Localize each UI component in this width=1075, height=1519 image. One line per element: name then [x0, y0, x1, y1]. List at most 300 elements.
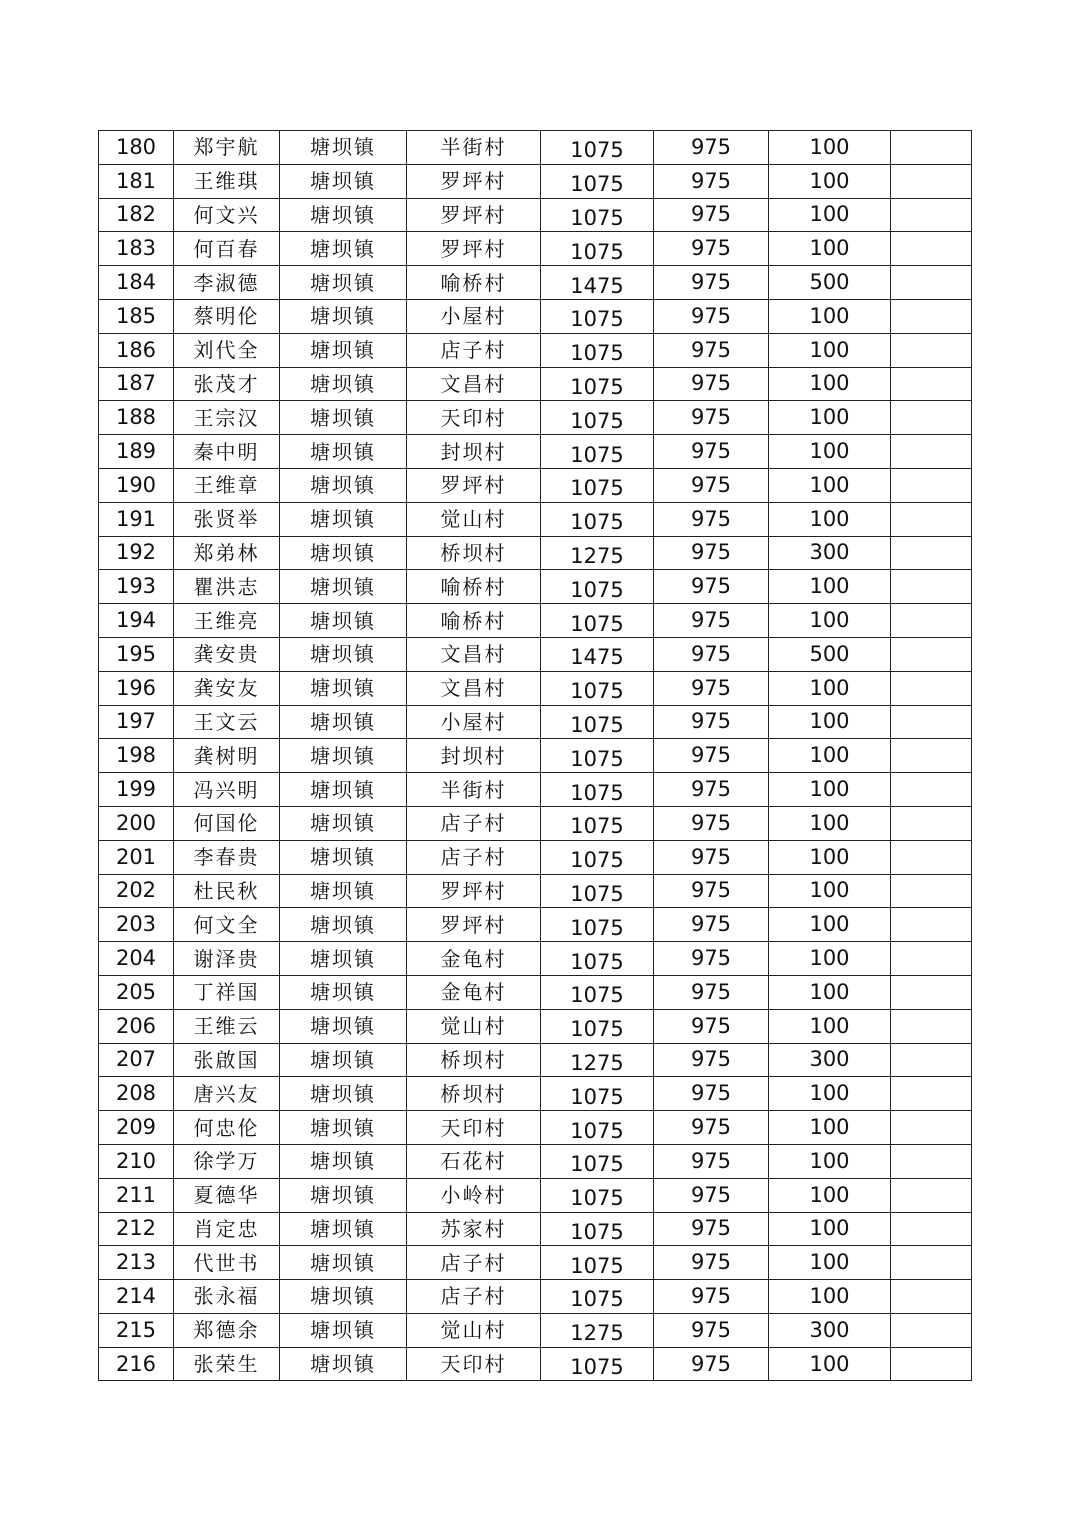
town-name-cell: 塘坝镇	[280, 1212, 407, 1246]
village-name-cell: 店子村	[407, 1280, 541, 1314]
person-name-cell: 王维琪	[174, 164, 280, 198]
village-name-cell: 喻桥村	[407, 570, 541, 604]
row-number-cell: 191	[99, 502, 174, 536]
base-amount-cell: 975	[654, 468, 769, 502]
base-amount-cell: 975	[654, 1313, 769, 1347]
town-name-cell: 塘坝镇	[280, 773, 407, 807]
extra-amount-cell: 100	[769, 570, 891, 604]
town-name-cell: 塘坝镇	[280, 198, 407, 232]
village-name-cell: 觉山村	[407, 502, 541, 536]
row-number-cell: 181	[99, 164, 174, 198]
remarks-cell	[891, 806, 972, 840]
person-name-cell: 王维亮	[174, 604, 280, 638]
extra-amount-cell: 100	[769, 705, 891, 739]
remarks-cell	[891, 773, 972, 807]
town-name-cell: 塘坝镇	[280, 604, 407, 638]
town-name-cell: 塘坝镇	[280, 1077, 407, 1111]
remarks-cell	[891, 874, 972, 908]
village-name-cell: 金龟村	[407, 975, 541, 1009]
extra-amount-cell: 100	[769, 367, 891, 401]
base-amount-cell: 975	[654, 333, 769, 367]
remarks-cell	[891, 367, 972, 401]
table-row	[99, 705, 972, 739]
remarks-cell	[891, 1043, 972, 1077]
total-amount-cell: 1075	[541, 367, 654, 401]
village-name-cell: 罗坪村	[407, 468, 541, 502]
person-name-cell: 张永福	[174, 1280, 280, 1314]
village-name-cell: 天印村	[407, 1347, 541, 1381]
remarks-cell	[891, 1009, 972, 1043]
table-row	[99, 1144, 972, 1178]
row-number-cell: 182	[99, 198, 174, 232]
total-amount-cell: 1075	[541, 198, 654, 232]
base-amount-cell: 975	[654, 198, 769, 232]
town-name-cell: 塘坝镇	[280, 840, 407, 874]
row-number-cell: 192	[99, 536, 174, 570]
remarks-cell	[891, 333, 972, 367]
remarks-cell	[891, 401, 972, 435]
town-name-cell: 塘坝镇	[280, 299, 407, 333]
village-name-cell: 苏家村	[407, 1212, 541, 1246]
table-row	[99, 536, 972, 570]
table-row	[99, 1178, 972, 1212]
person-name-cell: 何国伦	[174, 806, 280, 840]
total-amount-cell: 1075	[541, 468, 654, 502]
table-row	[99, 1111, 972, 1145]
table-row	[99, 570, 972, 604]
table-row	[99, 232, 972, 266]
base-amount-cell: 975	[654, 1347, 769, 1381]
person-name-cell: 徐学万	[174, 1144, 280, 1178]
person-name-cell: 唐兴友	[174, 1077, 280, 1111]
person-name-cell: 何忠伦	[174, 1111, 280, 1145]
total-amount-cell: 1075	[541, 908, 654, 942]
extra-amount-cell: 100	[769, 1111, 891, 1145]
extra-amount-cell: 100	[769, 198, 891, 232]
total-amount-cell: 1075	[541, 773, 654, 807]
table-row	[99, 1009, 972, 1043]
base-amount-cell: 975	[654, 1178, 769, 1212]
row-number-cell: 180	[99, 131, 174, 165]
total-amount-cell: 1075	[541, 502, 654, 536]
remarks-cell	[891, 942, 972, 976]
base-amount-cell: 975	[654, 806, 769, 840]
extra-amount-cell: 100	[769, 333, 891, 367]
total-amount-cell: 1275	[541, 1043, 654, 1077]
roster-table	[98, 130, 972, 1381]
table-row	[99, 435, 972, 469]
town-name-cell: 塘坝镇	[280, 536, 407, 570]
person-name-cell: 肖定忠	[174, 1212, 280, 1246]
village-name-cell: 喻桥村	[407, 604, 541, 638]
extra-amount-cell: 100	[769, 671, 891, 705]
base-amount-cell: 975	[654, 739, 769, 773]
extra-amount-cell: 100	[769, 773, 891, 807]
person-name-cell: 何百春	[174, 232, 280, 266]
row-number-cell: 201	[99, 840, 174, 874]
remarks-cell	[891, 705, 972, 739]
village-name-cell: 店子村	[407, 1246, 541, 1280]
person-name-cell: 夏德华	[174, 1178, 280, 1212]
table-row	[99, 1313, 972, 1347]
extra-amount-cell: 100	[769, 164, 891, 198]
base-amount-cell: 975	[654, 502, 769, 536]
extra-amount-cell: 300	[769, 1313, 891, 1347]
remarks-cell	[891, 739, 972, 773]
table-row	[99, 468, 972, 502]
base-amount-cell: 975	[654, 1111, 769, 1145]
row-number-cell: 200	[99, 806, 174, 840]
row-number-cell: 215	[99, 1313, 174, 1347]
person-name-cell: 张啟国	[174, 1043, 280, 1077]
extra-amount-cell: 100	[769, 1212, 891, 1246]
total-amount-cell: 1075	[541, 1144, 654, 1178]
village-name-cell: 店子村	[407, 333, 541, 367]
base-amount-cell: 975	[654, 604, 769, 638]
total-amount-cell: 1475	[541, 266, 654, 300]
base-amount-cell: 975	[654, 164, 769, 198]
village-name-cell: 小屋村	[407, 299, 541, 333]
base-amount-cell: 975	[654, 975, 769, 1009]
table-row	[99, 131, 972, 165]
table-row	[99, 975, 972, 1009]
row-number-cell: 202	[99, 874, 174, 908]
roster-table-body	[99, 131, 972, 1381]
person-name-cell: 代世书	[174, 1246, 280, 1280]
town-name-cell: 塘坝镇	[280, 874, 407, 908]
row-number-cell: 194	[99, 604, 174, 638]
table-row	[99, 1077, 972, 1111]
town-name-cell: 塘坝镇	[280, 942, 407, 976]
remarks-cell	[891, 1144, 972, 1178]
person-name-cell: 李淑德	[174, 266, 280, 300]
extra-amount-cell: 100	[769, 1009, 891, 1043]
row-number-cell: 193	[99, 570, 174, 604]
village-name-cell: 小岭村	[407, 1178, 541, 1212]
row-number-cell: 188	[99, 401, 174, 435]
total-amount-cell: 1075	[541, 401, 654, 435]
total-amount-cell: 1075	[541, 874, 654, 908]
village-name-cell: 小屋村	[407, 705, 541, 739]
base-amount-cell: 975	[654, 266, 769, 300]
row-number-cell: 199	[99, 773, 174, 807]
extra-amount-cell: 500	[769, 637, 891, 671]
base-amount-cell: 975	[654, 1009, 769, 1043]
row-number-cell: 211	[99, 1178, 174, 1212]
extra-amount-cell: 100	[769, 1347, 891, 1381]
total-amount-cell: 1275	[541, 1313, 654, 1347]
table-row	[99, 840, 972, 874]
remarks-cell	[891, 1178, 972, 1212]
village-name-cell: 罗坪村	[407, 198, 541, 232]
table-row	[99, 874, 972, 908]
village-name-cell: 封坝村	[407, 435, 541, 469]
extra-amount-cell: 500	[769, 266, 891, 300]
village-name-cell: 桥坝村	[407, 1077, 541, 1111]
row-number-cell: 195	[99, 637, 174, 671]
town-name-cell: 塘坝镇	[280, 401, 407, 435]
remarks-cell	[891, 637, 972, 671]
town-name-cell: 塘坝镇	[280, 1313, 407, 1347]
table-row	[99, 908, 972, 942]
town-name-cell: 塘坝镇	[280, 637, 407, 671]
table-row	[99, 333, 972, 367]
row-number-cell: 213	[99, 1246, 174, 1280]
total-amount-cell: 1075	[541, 1347, 654, 1381]
town-name-cell: 塘坝镇	[280, 468, 407, 502]
row-number-cell: 203	[99, 908, 174, 942]
row-number-cell: 197	[99, 705, 174, 739]
remarks-cell	[891, 1347, 972, 1381]
remarks-cell	[891, 671, 972, 705]
town-name-cell: 塘坝镇	[280, 671, 407, 705]
remarks-cell	[891, 266, 972, 300]
total-amount-cell: 1075	[541, 1246, 654, 1280]
town-name-cell: 塘坝镇	[280, 131, 407, 165]
village-name-cell: 桥坝村	[407, 536, 541, 570]
extra-amount-cell: 100	[769, 604, 891, 638]
base-amount-cell: 975	[654, 536, 769, 570]
town-name-cell: 塘坝镇	[280, 1280, 407, 1314]
extra-amount-cell: 100	[769, 874, 891, 908]
table-row	[99, 367, 972, 401]
table-row	[99, 806, 972, 840]
extra-amount-cell: 300	[769, 1043, 891, 1077]
extra-amount-cell: 100	[769, 806, 891, 840]
person-name-cell: 张茂才	[174, 367, 280, 401]
person-name-cell: 冯兴明	[174, 773, 280, 807]
remarks-cell	[891, 1111, 972, 1145]
row-number-cell: 208	[99, 1077, 174, 1111]
person-name-cell: 李春贵	[174, 840, 280, 874]
remarks-cell	[891, 131, 972, 165]
village-name-cell: 封坝村	[407, 739, 541, 773]
village-name-cell: 文昌村	[407, 671, 541, 705]
person-name-cell: 龚安友	[174, 671, 280, 705]
village-name-cell: 文昌村	[407, 637, 541, 671]
total-amount-cell: 1475	[541, 637, 654, 671]
town-name-cell: 塘坝镇	[280, 908, 407, 942]
total-amount-cell: 1075	[541, 604, 654, 638]
total-amount-cell: 1075	[541, 1212, 654, 1246]
remarks-cell	[891, 536, 972, 570]
table-row	[99, 164, 972, 198]
row-number-cell: 196	[99, 671, 174, 705]
total-amount-cell: 1075	[541, 942, 654, 976]
remarks-cell	[891, 1077, 972, 1111]
total-amount-cell: 1075	[541, 333, 654, 367]
person-name-cell: 刘代全	[174, 333, 280, 367]
town-name-cell: 塘坝镇	[280, 435, 407, 469]
village-name-cell: 罗坪村	[407, 874, 541, 908]
person-name-cell: 蔡明伦	[174, 299, 280, 333]
person-name-cell: 王宗汉	[174, 401, 280, 435]
row-number-cell: 198	[99, 739, 174, 773]
town-name-cell: 塘坝镇	[280, 739, 407, 773]
table-row	[99, 1043, 972, 1077]
town-name-cell: 塘坝镇	[280, 570, 407, 604]
village-name-cell: 天印村	[407, 401, 541, 435]
person-name-cell: 瞿洪志	[174, 570, 280, 604]
extra-amount-cell: 300	[769, 536, 891, 570]
extra-amount-cell: 100	[769, 1077, 891, 1111]
extra-amount-cell: 100	[769, 1144, 891, 1178]
total-amount-cell: 1075	[541, 164, 654, 198]
town-name-cell: 塘坝镇	[280, 1111, 407, 1145]
base-amount-cell: 975	[654, 908, 769, 942]
town-name-cell: 塘坝镇	[280, 1144, 407, 1178]
village-name-cell: 半街村	[407, 773, 541, 807]
total-amount-cell: 1075	[541, 1178, 654, 1212]
base-amount-cell: 975	[654, 1246, 769, 1280]
row-number-cell: 204	[99, 942, 174, 976]
extra-amount-cell: 100	[769, 299, 891, 333]
base-amount-cell: 975	[654, 401, 769, 435]
total-amount-cell: 1075	[541, 131, 654, 165]
total-amount-cell: 1075	[541, 671, 654, 705]
village-name-cell: 天印村	[407, 1111, 541, 1145]
row-number-cell: 214	[99, 1280, 174, 1314]
person-name-cell: 王维章	[174, 468, 280, 502]
village-name-cell: 店子村	[407, 840, 541, 874]
village-name-cell: 罗坪村	[407, 232, 541, 266]
row-number-cell: 186	[99, 333, 174, 367]
table-row	[99, 739, 972, 773]
town-name-cell: 塘坝镇	[280, 975, 407, 1009]
base-amount-cell: 975	[654, 1077, 769, 1111]
extra-amount-cell: 100	[769, 435, 891, 469]
village-name-cell: 喻桥村	[407, 266, 541, 300]
extra-amount-cell: 100	[769, 131, 891, 165]
total-amount-cell: 1075	[541, 1280, 654, 1314]
extra-amount-cell: 100	[769, 1280, 891, 1314]
person-name-cell: 郑德余	[174, 1313, 280, 1347]
remarks-cell	[891, 604, 972, 638]
base-amount-cell: 975	[654, 435, 769, 469]
base-amount-cell: 975	[654, 1212, 769, 1246]
remarks-cell	[891, 198, 972, 232]
table-row	[99, 502, 972, 536]
extra-amount-cell: 100	[769, 401, 891, 435]
town-name-cell: 塘坝镇	[280, 164, 407, 198]
total-amount-cell: 1075	[541, 739, 654, 773]
person-name-cell: 丁祥国	[174, 975, 280, 1009]
row-number-cell: 207	[99, 1043, 174, 1077]
row-number-cell: 216	[99, 1347, 174, 1381]
base-amount-cell: 975	[654, 232, 769, 266]
extra-amount-cell: 100	[769, 908, 891, 942]
town-name-cell: 塘坝镇	[280, 232, 407, 266]
row-number-cell: 183	[99, 232, 174, 266]
extra-amount-cell: 100	[769, 975, 891, 1009]
extra-amount-cell: 100	[769, 468, 891, 502]
base-amount-cell: 975	[654, 1280, 769, 1314]
person-name-cell: 王文云	[174, 705, 280, 739]
base-amount-cell: 975	[654, 1144, 769, 1178]
table-row	[99, 1280, 972, 1314]
person-name-cell: 王维云	[174, 1009, 280, 1043]
base-amount-cell: 975	[654, 840, 769, 874]
row-number-cell: 206	[99, 1009, 174, 1043]
remarks-cell	[891, 908, 972, 942]
remarks-cell	[891, 1212, 972, 1246]
extra-amount-cell: 100	[769, 232, 891, 266]
total-amount-cell: 1075	[541, 1111, 654, 1145]
town-name-cell: 塘坝镇	[280, 266, 407, 300]
village-name-cell: 觉山村	[407, 1313, 541, 1347]
total-amount-cell: 1075	[541, 975, 654, 1009]
base-amount-cell: 975	[654, 874, 769, 908]
town-name-cell: 塘坝镇	[280, 1009, 407, 1043]
table-row	[99, 604, 972, 638]
remarks-cell	[891, 975, 972, 1009]
table-row	[99, 1212, 972, 1246]
village-name-cell: 罗坪村	[407, 908, 541, 942]
person-name-cell: 龚安贵	[174, 637, 280, 671]
person-name-cell: 何文全	[174, 908, 280, 942]
base-amount-cell: 975	[654, 367, 769, 401]
total-amount-cell: 1075	[541, 570, 654, 604]
base-amount-cell: 975	[654, 705, 769, 739]
person-name-cell: 龚树明	[174, 739, 280, 773]
remarks-cell	[891, 299, 972, 333]
remarks-cell	[891, 164, 972, 198]
base-amount-cell: 975	[654, 1043, 769, 1077]
total-amount-cell: 1075	[541, 840, 654, 874]
village-name-cell: 桥坝村	[407, 1043, 541, 1077]
remarks-cell	[891, 232, 972, 266]
village-name-cell: 金龟村	[407, 942, 541, 976]
remarks-cell	[891, 1280, 972, 1314]
town-name-cell: 塘坝镇	[280, 1178, 407, 1212]
remarks-cell	[891, 1313, 972, 1347]
total-amount-cell: 1075	[541, 232, 654, 266]
town-name-cell: 塘坝镇	[280, 705, 407, 739]
row-number-cell: 190	[99, 468, 174, 502]
person-name-cell: 何文兴	[174, 198, 280, 232]
row-number-cell: 184	[99, 266, 174, 300]
table-row	[99, 299, 972, 333]
extra-amount-cell: 100	[769, 502, 891, 536]
extra-amount-cell: 100	[769, 1246, 891, 1280]
total-amount-cell: 1075	[541, 705, 654, 739]
person-name-cell: 张荣生	[174, 1347, 280, 1381]
person-name-cell: 郑弟林	[174, 536, 280, 570]
table-row	[99, 198, 972, 232]
table-row	[99, 942, 972, 976]
total-amount-cell: 1275	[541, 536, 654, 570]
village-name-cell: 罗坪村	[407, 164, 541, 198]
total-amount-cell: 1075	[541, 299, 654, 333]
row-number-cell: 212	[99, 1212, 174, 1246]
table-row	[99, 401, 972, 435]
row-number-cell: 187	[99, 367, 174, 401]
town-name-cell: 塘坝镇	[280, 1347, 407, 1381]
base-amount-cell: 975	[654, 773, 769, 807]
base-amount-cell: 975	[654, 299, 769, 333]
row-number-cell: 210	[99, 1144, 174, 1178]
row-number-cell: 189	[99, 435, 174, 469]
total-amount-cell: 1075	[541, 806, 654, 840]
total-amount-cell: 1075	[541, 435, 654, 469]
table-row	[99, 671, 972, 705]
person-name-cell: 杜民秋	[174, 874, 280, 908]
table-row	[99, 1347, 972, 1381]
extra-amount-cell: 100	[769, 1178, 891, 1212]
town-name-cell: 塘坝镇	[280, 806, 407, 840]
row-number-cell: 205	[99, 975, 174, 1009]
village-name-cell: 半街村	[407, 131, 541, 165]
